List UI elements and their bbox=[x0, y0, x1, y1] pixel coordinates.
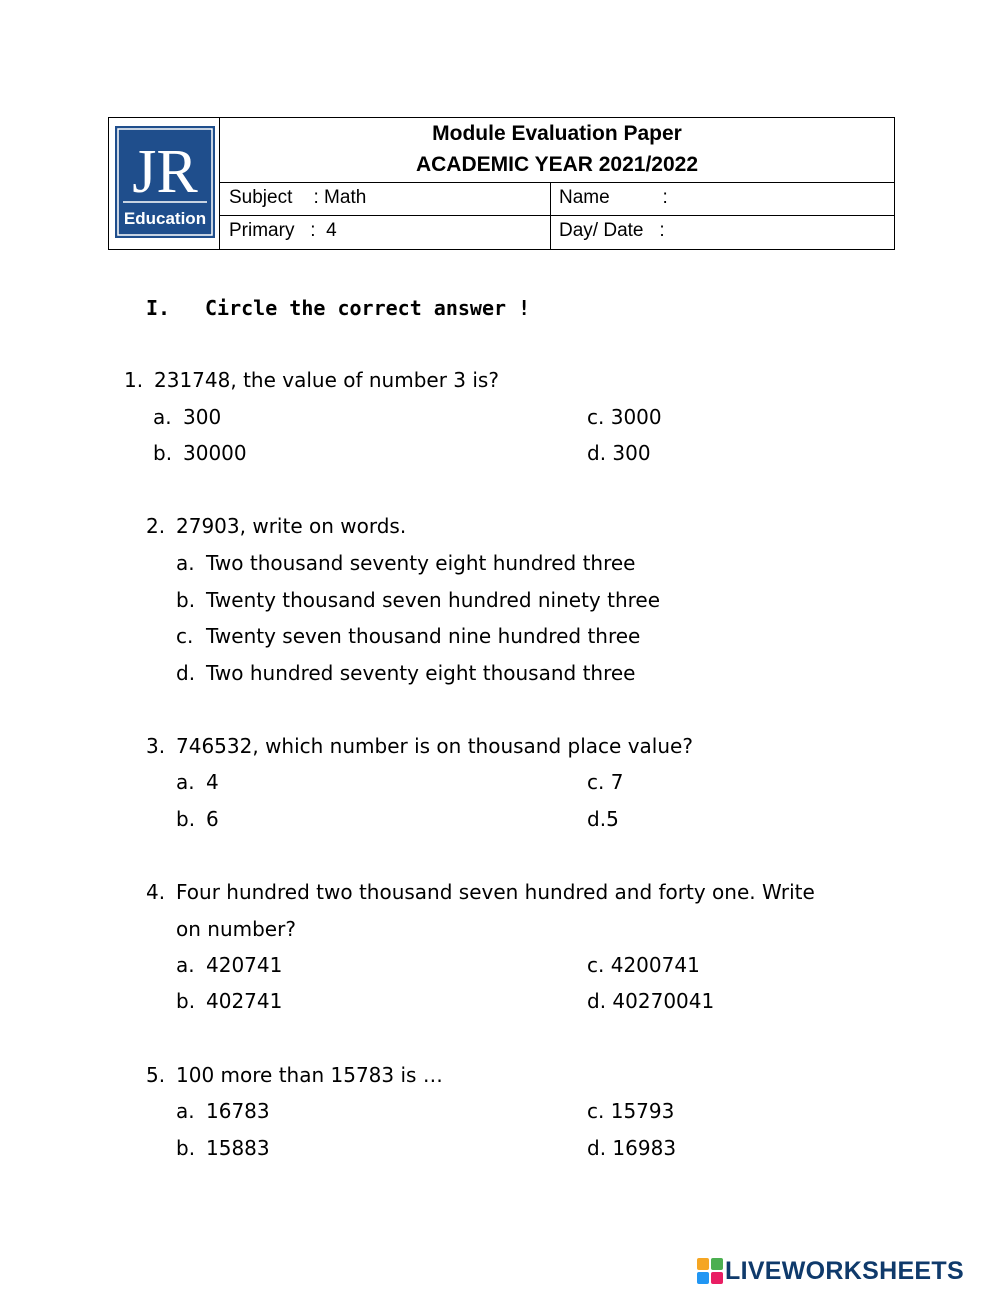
option-label: c. bbox=[587, 405, 605, 429]
option-text: 15793 bbox=[610, 1099, 675, 1123]
q2-option-a[interactable] bbox=[176, 551, 635, 575]
option-text: Twenty thousand seven hundred ninety three bbox=[206, 588, 661, 612]
q3-option-d[interactable] bbox=[587, 807, 619, 831]
logo-letters: JR bbox=[132, 138, 198, 206]
option-text: 300 bbox=[183, 405, 222, 429]
q1-option-b[interactable] bbox=[153, 441, 247, 465]
q2-option-c[interactable] bbox=[176, 624, 640, 648]
question-2 bbox=[146, 514, 406, 538]
option-label: b. bbox=[176, 807, 196, 831]
liveworksheets-brand: LIVEWORKSHEETS bbox=[725, 1256, 964, 1285]
question-text: 27903, write on words. bbox=[176, 514, 407, 538]
option-text: Two thousand seventy eight hundred three bbox=[206, 551, 636, 575]
icon-square-4 bbox=[711, 1272, 723, 1284]
icon-square-1 bbox=[697, 1258, 709, 1270]
option-label: a. bbox=[176, 953, 195, 977]
question-text: Four hundred two thousand seven hundred and forty one. Write bbox=[176, 880, 815, 904]
q4-option-d[interactable] bbox=[587, 989, 714, 1013]
q1-option-d[interactable] bbox=[587, 441, 651, 465]
option-label: d. bbox=[587, 1136, 607, 1160]
option-text: 40270041 bbox=[612, 989, 715, 1013]
option-text: 30000 bbox=[183, 441, 247, 465]
option-text: 15883 bbox=[206, 1136, 270, 1160]
option-label: d. bbox=[176, 661, 196, 685]
q1-option-a[interactable] bbox=[153, 405, 221, 429]
q3-option-b[interactable] bbox=[176, 807, 219, 831]
option-text: 16783 bbox=[206, 1099, 270, 1123]
option-label: b. bbox=[176, 1136, 196, 1160]
q2-option-b[interactable] bbox=[176, 588, 660, 612]
option-label: c. bbox=[587, 1099, 605, 1123]
option-text: Two hundred seventy eight thousand three bbox=[206, 661, 636, 685]
logo-subtitle: Education bbox=[123, 209, 207, 228]
question-number: 4. bbox=[146, 880, 166, 904]
liveworksheets-watermark bbox=[697, 1256, 964, 1286]
option-label: c. bbox=[587, 953, 605, 977]
paper-title: Module Evaluation Paper bbox=[432, 122, 682, 145]
date-field[interactable]: Day/ Date : bbox=[559, 220, 665, 241]
option-text: 5 bbox=[606, 807, 619, 831]
question-text: 100 more than 15783 is … bbox=[176, 1063, 443, 1087]
option-text: 3000 bbox=[610, 405, 662, 429]
option-text: 16983 bbox=[612, 1136, 677, 1160]
section-heading bbox=[146, 296, 530, 320]
logo-cell bbox=[109, 118, 220, 249]
primary-field: Primary : 4 bbox=[220, 216, 551, 249]
option-text: 402741 bbox=[206, 989, 283, 1013]
option-text: 4 bbox=[206, 770, 219, 794]
jr-education-logo bbox=[115, 126, 215, 238]
liveworksheets-icon bbox=[697, 1258, 723, 1284]
option-label: b. bbox=[176, 989, 196, 1013]
q5-option-d[interactable] bbox=[587, 1136, 676, 1160]
icon-square-3 bbox=[697, 1272, 709, 1284]
option-label: d. bbox=[587, 807, 607, 831]
q3-option-c[interactable] bbox=[587, 770, 623, 794]
academic-year: ACADEMIC YEAR 2021/2022 bbox=[415, 153, 699, 176]
option-label: b. bbox=[153, 441, 173, 465]
option-label: b. bbox=[176, 588, 196, 612]
q4-option-c[interactable] bbox=[587, 953, 700, 977]
q2-option-d[interactable] bbox=[176, 661, 635, 685]
option-text: 7 bbox=[610, 770, 624, 794]
header-table bbox=[108, 117, 895, 250]
option-label: d. bbox=[587, 989, 607, 1013]
title-cell bbox=[220, 118, 894, 183]
option-label: d. bbox=[587, 441, 607, 465]
q4-option-b[interactable] bbox=[176, 989, 282, 1013]
option-text: 6 bbox=[206, 807, 219, 831]
question-1 bbox=[124, 368, 499, 392]
q4-option-a[interactable] bbox=[176, 953, 282, 977]
option-text: Twenty seven thousand nine hundred three bbox=[206, 624, 641, 648]
section-number: I. bbox=[146, 296, 171, 320]
info-row-2 bbox=[220, 216, 894, 249]
info-row-1 bbox=[220, 183, 894, 216]
subject-field: Subject : Math bbox=[220, 183, 551, 215]
q3-option-a[interactable] bbox=[176, 770, 219, 794]
question-number: 1. bbox=[124, 368, 144, 392]
question-text: 231748, the value of number 3 is? bbox=[154, 368, 499, 392]
option-text: 300 bbox=[612, 441, 651, 465]
q1-option-c[interactable] bbox=[587, 405, 662, 429]
q5-option-a[interactable] bbox=[176, 1099, 270, 1123]
question-number: 5. bbox=[146, 1063, 166, 1087]
option-label: c. bbox=[176, 624, 194, 648]
option-label: a. bbox=[176, 551, 195, 575]
q5-option-b[interactable] bbox=[176, 1136, 270, 1160]
option-text: 4200741 bbox=[610, 953, 700, 977]
name-field[interactable]: Name : bbox=[559, 187, 668, 208]
question-4-continued: on number? bbox=[176, 917, 296, 941]
option-label: a. bbox=[176, 770, 195, 794]
q5-option-c[interactable] bbox=[587, 1099, 674, 1123]
option-label: c. bbox=[587, 770, 605, 794]
question-4 bbox=[146, 880, 815, 904]
option-text: 420741 bbox=[206, 953, 283, 977]
icon-square-2 bbox=[711, 1258, 723, 1270]
question-5 bbox=[146, 1063, 443, 1087]
question-number: 3. bbox=[146, 734, 166, 758]
question-3 bbox=[146, 734, 693, 758]
question-number: 2. bbox=[146, 514, 166, 538]
option-label: a. bbox=[176, 1099, 195, 1123]
question-text: 746532, which number is on thousand place value? bbox=[176, 734, 693, 758]
option-label: a. bbox=[153, 405, 172, 429]
section-instruction: Circle the correct answer ! bbox=[205, 296, 531, 320]
